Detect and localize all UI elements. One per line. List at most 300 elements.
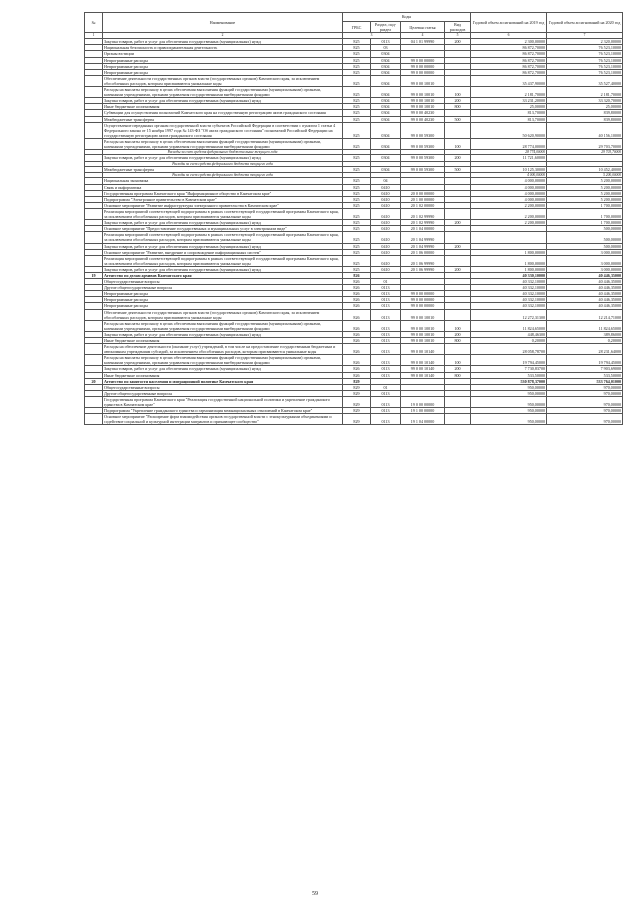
row-2019: 950,00000 — [471, 408, 547, 414]
row-2020: 11 824,65000 — [547, 320, 623, 331]
row-2020: 0,20000 — [547, 338, 623, 344]
row-csr: 99 0 00 10010 — [401, 320, 445, 331]
row-2020: 970,00000 — [547, 390, 623, 396]
table-row — [85, 378, 623, 384]
row-2020: 2 320,00000 — [547, 39, 623, 45]
row-2020: 839,80000 — [547, 110, 623, 116]
row-razdel: 01 — [371, 279, 401, 285]
row-2020: 1 700,00000 — [547, 202, 623, 208]
header-number: № — [85, 13, 103, 33]
row-2020: 40 446,35000 — [547, 291, 623, 297]
row-grbs: 829 — [343, 408, 371, 414]
row-2020: 25,00000 — [547, 104, 623, 110]
row-vr: 800 — [445, 372, 471, 378]
row-grbs: 825 — [343, 166, 371, 172]
row-2020: 3 000,00000 — [547, 249, 623, 255]
row-number — [85, 309, 103, 320]
column-index: 7 — [547, 33, 623, 39]
table-row — [85, 110, 623, 116]
row-name: Органы юстиции — [103, 51, 343, 57]
row-grbs: 826 — [343, 338, 371, 344]
row-csr: 20 1 04 00000 — [401, 226, 445, 232]
table-row — [85, 155, 623, 161]
row-2020: 1 700,00000 — [547, 208, 623, 219]
row-name: Закупка товаров, работ и услуг для обеспечения государственных (муниципальных) нужд — [103, 331, 343, 337]
row-name: Другие общегосударственные вопросы — [103, 390, 343, 396]
row-2019: 4 000,00000 — [471, 178, 547, 184]
row-name: Иные бюджетные ассигнования — [103, 104, 343, 110]
row-razdel: 0113 — [371, 297, 401, 303]
row-razdel: 0410 — [371, 249, 401, 255]
row-2020: 389,86000 — [547, 331, 623, 337]
row-vr: 200 — [445, 155, 471, 161]
row-2019: 7 730,83700 — [471, 366, 547, 372]
row-2019: 533,50000 — [471, 372, 547, 378]
row-2019: 12 272,31300 — [471, 309, 547, 320]
table-row — [85, 344, 623, 355]
row-grbs: 825 — [343, 51, 371, 57]
row-2020: 3 000,00000 — [547, 255, 623, 266]
row-2019: 10 125,30000 — [471, 166, 547, 172]
row-2019: 813,70000 — [471, 116, 547, 122]
row-name: Закупка товаров, работ и услуг для обеспечения государственных (муниципальных) нужд — [103, 266, 343, 272]
table-row — [85, 331, 623, 337]
row-csr: 99 0 00 00000 — [401, 69, 445, 75]
row-2020: 40 156,10000 — [547, 122, 623, 138]
table-row — [85, 220, 623, 226]
row-vr: 200 — [445, 266, 471, 272]
row-vr: 500 — [445, 116, 471, 122]
row-vr: 100 — [445, 355, 471, 366]
row-2020: 970,00000 — [547, 414, 623, 425]
row-grbs: 825 — [343, 45, 371, 51]
row-vr: 100 — [445, 138, 471, 149]
row-name: Обеспечение деятельности государственных органов власти (государственных органов) Камчатского края, за исключением обособленных расходов, которым присваиваются уникальные коды — [103, 309, 343, 320]
row-grbs: 825 — [343, 243, 371, 249]
row-name: Национальная безопасность и правоохранительная деятельность — [103, 45, 343, 51]
row-name: Расходы на выплаты персоналу в целях обеспечения выполнения функций государственными (муниципальными) органами, казенными учреждениями, органами управления государственными внебюджетными фондами — [103, 320, 343, 331]
row-razdel: 0304 — [371, 166, 401, 172]
row-razdel: 0113 — [371, 372, 401, 378]
row-grbs: 825 — [343, 208, 371, 219]
row-name: Подпрограмма "Электронное правительство в Камчатском крае" — [103, 196, 343, 202]
row-2020: 3 000,00000 — [547, 266, 623, 272]
header-2019: Годовой объем ассигнований на 2019 год — [471, 13, 547, 33]
row-grbs: 829 — [343, 384, 371, 390]
row-number: 19 — [85, 272, 103, 278]
row-razdel: 0113 — [371, 320, 401, 331]
row-grbs: 825 — [343, 255, 371, 266]
row-razdel: 0304 — [371, 75, 401, 86]
row-name: Основное мероприятие "Развитие инфраструктуры электронного правительства в Камчатском крае" — [103, 202, 343, 208]
row-razdel: 0410 — [371, 255, 401, 266]
row-name: Реализация мероприятий соответствующей подпрограммы в рамках соответствующей государственной программы Камчатского края, за исключением обособленных расходов, которым присваиваются уникальные коды — [103, 255, 343, 266]
row-razdel: 0410 — [371, 220, 401, 226]
table-row — [85, 272, 623, 278]
row-grbs: 826 — [343, 366, 371, 372]
row-csr: 99 0 00 10010 — [401, 338, 445, 344]
row-2020: 839,80000 — [547, 116, 623, 122]
row-number — [85, 208, 103, 219]
row-name: Агентство по занятости населения и миграционной политике Камчатского края — [103, 378, 343, 384]
row-grbs: 826 — [343, 372, 371, 378]
row-2019: 40 332,10000 — [471, 291, 547, 297]
column-index: 4 — [401, 33, 445, 39]
row-vr — [445, 396, 471, 407]
row-vr: 100 — [445, 87, 471, 98]
row-grbs: 825 — [343, 75, 371, 86]
row-grbs: 829 — [343, 378, 371, 384]
row-grbs: 825 — [343, 220, 371, 226]
row-vr — [445, 414, 471, 425]
row-2019: 86 872,70000 — [471, 69, 547, 75]
row-2019 — [471, 232, 547, 243]
row-csr: 99 0 00 10010 — [401, 87, 445, 98]
row-2020: 533,50000 — [547, 372, 623, 378]
row-2019: 4 000,00000 — [471, 184, 547, 190]
row-csr: 99 0 00 40230 — [401, 116, 445, 122]
row-grbs: 826 — [343, 297, 371, 303]
table-row — [85, 408, 623, 414]
row-csr: 99 0 00 59300 — [401, 138, 445, 149]
row-2019: 28 774,00000 — [471, 150, 547, 155]
row-razdel: 0113 — [371, 39, 401, 45]
row-number — [85, 396, 103, 407]
row-razdel: 0410 — [371, 226, 401, 232]
header-codes: Коды — [343, 13, 471, 22]
row-2019: 950,00000 — [471, 390, 547, 396]
row-2019: 25,00000 — [471, 104, 547, 110]
row-2020: 1 700,00000 — [547, 220, 623, 226]
row-number — [85, 122, 103, 138]
row-razdel: 0113 — [371, 309, 401, 320]
row-name: Расходы за счет средств федерального бюджета выше текущего года — [103, 150, 343, 155]
row-number — [85, 344, 103, 355]
row-csr: 99 0 00 10140 — [401, 372, 445, 378]
row-razdel: 0304 — [371, 116, 401, 122]
table-row — [85, 285, 623, 291]
row-csr: 99 0 00 10010 — [401, 309, 445, 320]
row-name: Государственная программа Камчатского края "Реализация государственной национальной политики и укрепление гражданского единства в Камчатском крае" — [103, 396, 343, 407]
row-name: Основное мероприятие "Предоставление государственных и муниципальных услуг в электронном виде" — [103, 226, 343, 232]
row-2019: 19 794,45000 — [471, 355, 547, 366]
row-name: Подпрограмма "Укрепление гражданского единства и гармонизация межнациональных отношений в Камчатском крае" — [103, 408, 343, 414]
row-2019: 2 200,00000 — [471, 220, 547, 226]
row-2020: 40 446,35000 — [547, 285, 623, 291]
row-number — [85, 75, 103, 86]
row-csr: 19 1 00 00000 — [401, 408, 445, 414]
row-grbs: 826 — [343, 272, 371, 278]
row-razdel: 0113 — [371, 355, 401, 366]
row-name: Расходы на обеспечение деятельности (оказание услуг) учреждений, в том числе на предоставление государственным бюджетным и автономным учреждениям субсидий, за исключением обособленных расходов, которым присваиваются уникальные коды — [103, 344, 343, 355]
table-row — [85, 39, 623, 45]
row-name: Непрограммные расходы — [103, 57, 343, 63]
table-row — [85, 309, 623, 320]
row-number — [85, 232, 103, 243]
row-2020: 76 523,10000 — [547, 69, 623, 75]
row-razdel: 01 — [371, 384, 401, 390]
row-razdel: 0113 — [371, 303, 401, 309]
row-name: Расходы на выплаты персоналу в целях обеспечения выполнения функций государственными (муниципальными) органами, казенными учреждениями, органами управления государственными внебюджетными фондами — [103, 355, 343, 366]
row-vr: 200 — [445, 39, 471, 45]
row-csr: 20 1 06 00000 — [401, 249, 445, 255]
row-2019: 40 332,10000 — [471, 303, 547, 309]
row-csr: 99 0 00 10010 — [401, 75, 445, 86]
row-grbs: 825 — [343, 104, 371, 110]
row-grbs: 825 — [343, 155, 371, 161]
row-2019: 4 000,00000 — [471, 196, 547, 202]
row-name: Реализация мероприятий соответствующей подпрограммы в рамках соответствующей государственной программы Камчатского края, за исключением обособленных расходов, которым присваиваются уникальные коды — [103, 208, 343, 219]
row-csr: 99 0 00 10140 — [401, 355, 445, 366]
row-razdel: 0304 — [371, 122, 401, 138]
row-vr — [445, 232, 471, 243]
row-vr — [445, 309, 471, 320]
table-row — [85, 249, 623, 255]
row-vr — [445, 255, 471, 266]
row-2020: 5 200,00000 — [547, 178, 623, 184]
row-name: Основное мероприятие "Развитие, внедрение и сопровождение информационных систем" — [103, 249, 343, 255]
row-number — [85, 320, 103, 331]
row-csr: 99 0 00 00000 — [401, 303, 445, 309]
table-row — [85, 208, 623, 219]
row-2019: 33 231,20000 — [471, 98, 547, 104]
row-vr — [445, 122, 471, 138]
row-razdel: 0304 — [371, 98, 401, 104]
row-razdel: 0410 — [371, 266, 401, 272]
row-2020: 12 214,71000 — [547, 309, 623, 320]
row-grbs: 826 — [343, 344, 371, 355]
row-grbs: 825 — [343, 202, 371, 208]
row-2020: 5 200,00000 — [547, 190, 623, 196]
header-vr: Вид расходов — [445, 22, 471, 33]
row-vr: 500 — [445, 166, 471, 172]
row-number — [85, 355, 103, 366]
table-row — [85, 355, 623, 366]
row-razdel: 0113 — [371, 338, 401, 344]
row-2019: 86 872,70000 — [471, 57, 547, 63]
row-csr: 20 1 00 00000 — [401, 196, 445, 202]
row-2020: 33 320,70000 — [547, 98, 623, 104]
row-name: Закупка товаров, работ и услуг для обеспечения государственных (муниципальных) нужд — [103, 220, 343, 226]
row-csr: 99 0 00 59300 — [401, 166, 445, 172]
row-2020: 5 200,00000 — [547, 196, 623, 202]
header-csr: Целевая статья — [401, 22, 445, 33]
row-grbs: 826 — [343, 309, 371, 320]
row-2020: 76 523,10000 — [547, 51, 623, 57]
row-2020: 40 446,35000 — [547, 297, 623, 303]
row-2019: 530 878,37000 — [471, 378, 547, 384]
row-2020: 29 703,70000 — [547, 150, 623, 155]
row-grbs: 829 — [343, 396, 371, 407]
row-name: Агентство по делам архивов Камчатского края — [103, 272, 343, 278]
row-2020: 29 703,70000 — [547, 138, 623, 149]
row-razdel: 0410 — [371, 202, 401, 208]
row-vr: 800 — [445, 104, 471, 110]
row-razdel: 0113 — [371, 390, 401, 396]
row-2020: 500,00000 — [547, 226, 623, 232]
page-number: 59 — [312, 891, 318, 897]
row-2020: 500,00000 — [547, 243, 623, 249]
row-2019: 950,00000 — [471, 396, 547, 407]
row-2020: 7 903,69000 — [547, 366, 623, 372]
row-grbs: 825 — [343, 266, 371, 272]
row-grbs: 825 — [343, 196, 371, 202]
row-vr: 200 — [445, 220, 471, 226]
row-2019: 2 200,00000 — [471, 208, 547, 219]
row-csr: 99 0 00 10140 — [401, 344, 445, 355]
row-2019: 11 721,60000 — [471, 155, 547, 161]
row-razdel: 0304 — [371, 138, 401, 149]
row-grbs: 825 — [343, 178, 371, 184]
row-csr: 99 0 00 10010 — [401, 331, 445, 337]
row-2019: 0,20000 — [471, 338, 547, 344]
row-2019: 1 800,00000 — [471, 249, 547, 255]
column-index: 5 — [445, 33, 471, 39]
row-grbs: 826 — [343, 303, 371, 309]
row-grbs: 826 — [343, 320, 371, 331]
row-2019: 40 330,10000 — [471, 272, 547, 278]
row-2020: 28 231,64000 — [547, 344, 623, 355]
table-row — [85, 196, 623, 202]
row-csr: 20 0 00 00000 — [401, 190, 445, 196]
row-csr: 19 0 00 00000 — [401, 396, 445, 407]
row-name: Закупка товаров, работ и услуг для обеспечения государственных (муниципальных) нужд — [103, 39, 343, 45]
row-2020: 10 452,40000 — [547, 166, 623, 172]
header-razdel: Раздел, под-раздел — [371, 22, 401, 33]
row-grbs: 825 — [343, 122, 371, 138]
row-name: Непрограммные расходы — [103, 291, 343, 297]
row-name: Закупка товаров, работ и услуг для обеспечения государственных (муниципальных) нужд — [103, 155, 343, 161]
row-vr: 100 — [445, 320, 471, 331]
row-razdel: 0304 — [371, 51, 401, 57]
row-grbs: 825 — [343, 232, 371, 243]
row-2019: 50 620,90000 — [471, 122, 547, 138]
row-razdel: 0304 — [371, 63, 401, 69]
row-name: Иные бюджетные ассигнования — [103, 372, 343, 378]
row-razdel: 0304 — [371, 69, 401, 75]
row-number — [85, 255, 103, 266]
table-row — [85, 98, 623, 104]
row-2019: 950,00000 — [471, 384, 547, 390]
row-grbs: 825 — [343, 110, 371, 116]
row-2019: 28 774,00000 — [471, 138, 547, 149]
column-index: 1 — [85, 33, 103, 39]
row-razdel: 0113 — [371, 366, 401, 372]
row-csr: 20 1 04 99990 — [401, 232, 445, 243]
row-csr: 99 0 00 10010 — [401, 98, 445, 104]
row-razdel: 0113 — [371, 291, 401, 297]
row-grbs: 825 — [343, 138, 371, 149]
row-name: Осуществление переданных органам государственной власти субъектов Российской Федерации в соответствии с пунктом 1 статьи 4 Федерального закона от 15 ноября 1997 года № 143-ФЗ "Об актах гражданского состояния" полномочий Российской Федерации на государственную регистрацию актов гражданского состояния — [103, 122, 343, 138]
table-row — [85, 414, 623, 425]
row-grbs: 829 — [343, 390, 371, 396]
row-2019: 448,46300 — [471, 331, 547, 337]
row-name: Расходы за счет средств федерального бюджета текущего года — [103, 173, 343, 178]
header-name: Наименование — [103, 13, 343, 33]
row-grbs: 826 — [343, 285, 371, 291]
row-vr — [445, 208, 471, 219]
row-2019: 1 800,00000 — [471, 255, 547, 266]
row-2020: 40 446,35000 — [547, 303, 623, 309]
row-razdel: 0410 — [371, 190, 401, 196]
budget-table — [84, 12, 623, 425]
row-2020: 5 200,00000 — [547, 173, 623, 178]
column-index: 3 — [343, 33, 401, 39]
row-2020: 500,00000 — [547, 232, 623, 243]
row-name: Межбюджетные трансферты — [103, 116, 343, 122]
row-csr: 99 0 00 10010 — [401, 104, 445, 110]
row-2019: 950,00000 — [471, 414, 547, 425]
row-csr: 04 1 01 99990 — [401, 39, 445, 45]
row-razdel: 0113 — [371, 344, 401, 355]
row-razdel: 04 — [371, 178, 401, 184]
row-2019: 11 824,65000 — [471, 320, 547, 331]
table-row — [85, 138, 623, 149]
row-grbs: 825 — [343, 87, 371, 98]
row-2019: 40 332,10000 — [471, 285, 547, 291]
row-number: 20 — [85, 378, 103, 384]
row-csr: 20 1 02 99990 — [401, 208, 445, 219]
row-name: Субвенции для осуществления полномочий Камчатского края на государственную регистрацию актов гражданского состояния — [103, 110, 343, 116]
row-grbs: 825 — [343, 63, 371, 69]
row-vr — [445, 344, 471, 355]
row-razdel: 0304 — [371, 155, 401, 161]
row-grbs: 826 — [343, 279, 371, 285]
row-razdel: 0304 — [371, 87, 401, 98]
row-2019: 2 181,70000 — [471, 87, 547, 98]
row-csr: 99 0 00 00000 — [401, 297, 445, 303]
row-2019: 2 300,00000 — [471, 39, 547, 45]
row-2019: 2 200,00000 — [471, 202, 547, 208]
row-grbs: 825 — [343, 184, 371, 190]
row-number — [85, 414, 103, 425]
table-row — [85, 255, 623, 266]
table-row — [85, 366, 623, 372]
row-2019: 86 872,70000 — [471, 45, 547, 51]
row-csr: 20 1 02 99990 — [401, 220, 445, 226]
row-name: Расходы на выплаты персоналу в целях обеспечения выполнения функций государственными (муниципальными) органами, казенными учреждениями, органами управления государственными внебюджетными фондами — [103, 87, 343, 98]
row-name: Обеспечение деятельности государственных органов власти (государственных органов) Камчатского края, за исключением обособленных расходов, которым присваиваются уникальные коды — [103, 75, 343, 86]
row-name: Закупка товаров, работ и услуг для обеспечения государственных (муниципальных) нужд — [103, 243, 343, 249]
row-2019: 4 000,00000 — [471, 190, 547, 196]
row-csr: 20 1 02 00000 — [401, 202, 445, 208]
row-number — [85, 138, 103, 149]
row-name: Непрограммные расходы — [103, 303, 343, 309]
row-razdel: 0410 — [371, 184, 401, 190]
row-2019: 28 058,78700 — [471, 344, 547, 355]
header-2020: Годовой объем ассигнований на 2020 год — [547, 13, 623, 33]
row-csr: 19 1 04 00000 — [401, 414, 445, 425]
row-razdel: 03 — [371, 45, 401, 51]
row-razdel: 0113 — [371, 408, 401, 414]
row-2019: 40 332,10000 — [471, 279, 547, 285]
row-vr: 200 — [445, 243, 471, 249]
row-name: Национальная экономика — [103, 178, 343, 184]
row-name: Связь и информатика — [103, 184, 343, 190]
row-name: Основное мероприятие "Расширение форм взаимодействия органов государственной власти с этнокультурными объединениями и содействие социальной и культурной интеграции мигрантов и признающее сообщество" — [103, 414, 343, 425]
row-2020: 35 527,40000 — [547, 75, 623, 86]
row-grbs: 826 — [343, 291, 371, 297]
row-vr: 200 — [445, 366, 471, 372]
row-name: Закупка товаров, работ и услуг для обеспечения государственных (муниципальных) нужд — [103, 366, 343, 372]
row-2020: 40 446,35000 — [547, 279, 623, 285]
table-row — [85, 87, 623, 98]
row-2019: 86 872,70000 — [471, 63, 547, 69]
row-2020: 76 523,10000 — [547, 63, 623, 69]
row-2020: 76 523,10000 — [547, 45, 623, 51]
row-number — [85, 87, 103, 98]
row-2019: 813,70000 — [471, 110, 547, 116]
